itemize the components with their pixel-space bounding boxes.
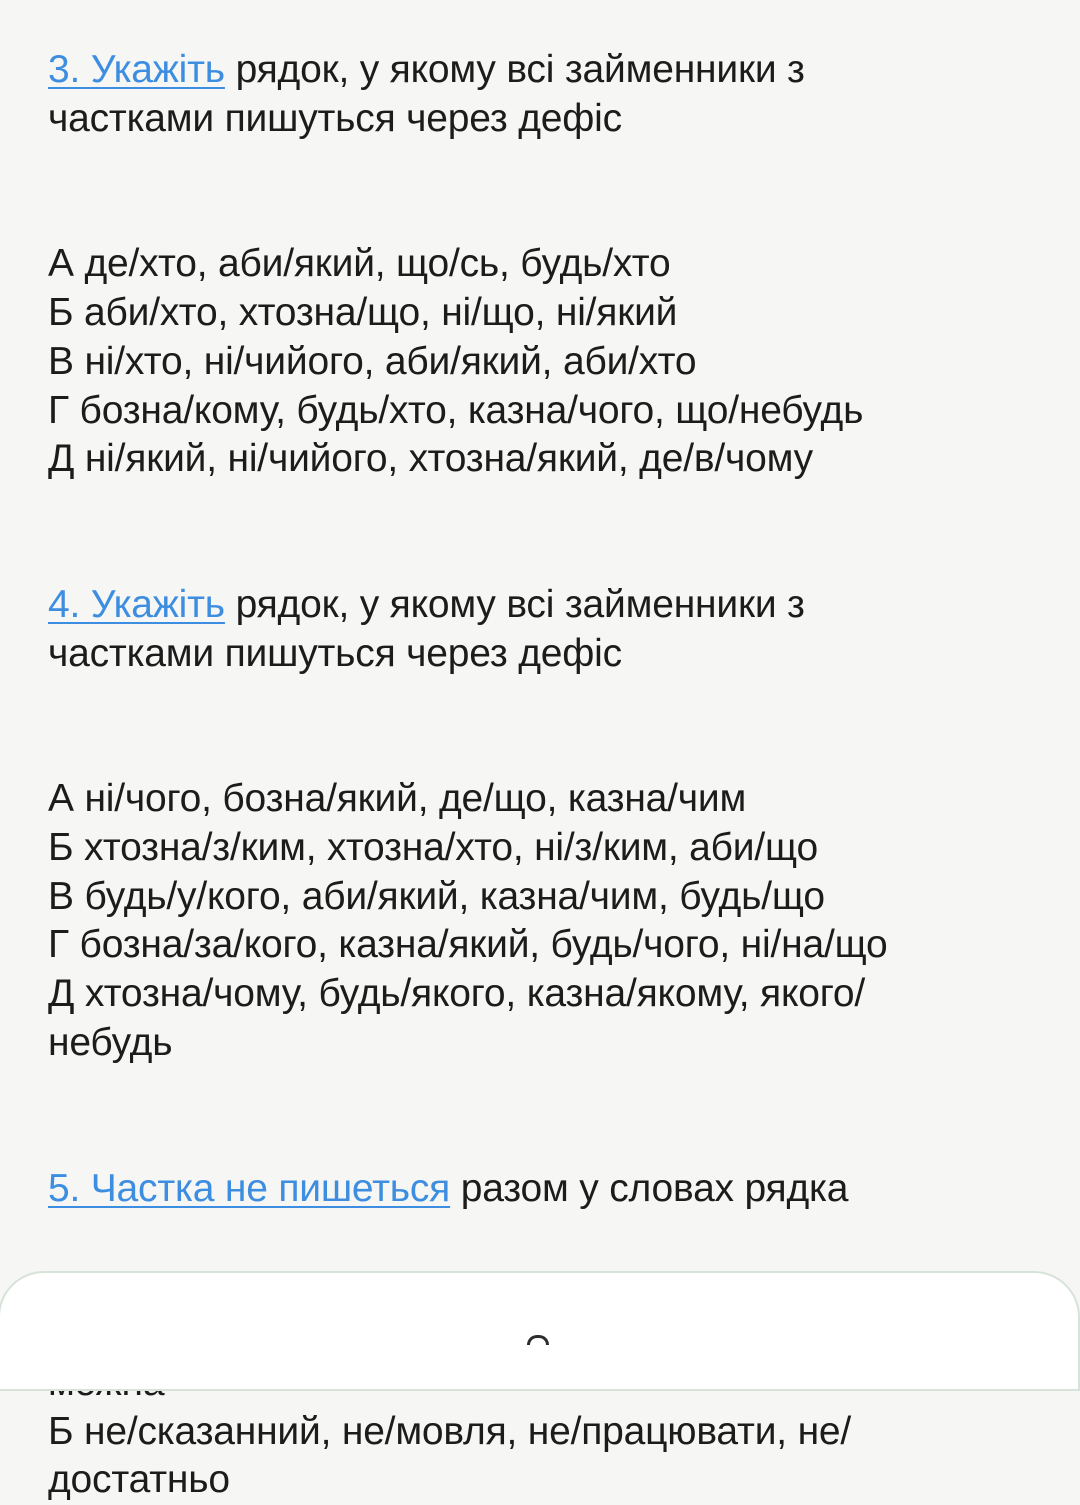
option-line: Д хтозна/чому, будь/якого, казна/якому, якого/ [48,972,866,1016]
question-3-link[interactable]: 3. Укажіть [48,48,225,91]
option-line: достатньо [48,1458,230,1502]
question-3-prompt-line-2: частками пишуться через дефіс [48,96,622,140]
question-4-link[interactable]: 4. Укажіть [48,582,225,626]
question-5 [48,1165,1048,1214]
question-4-prompt-line-2: частками пишуться через дефіс [48,631,622,675]
option-line: Б хтозна/з/ким, хтозна/хто, ні/з/ким, аби/що [48,826,818,870]
option-line: Б аби/хто, хтозна/що, ні/що, ні/який [48,291,678,335]
option-line: Г бозна/за/кого, казна/який, будь/чого, ні/на/що [48,923,888,967]
question-3-options [48,240,1048,484]
question-4-header [48,581,1048,630]
option-line: В ні/хто, ні/чийого, аби/який, аби/хто [48,339,697,383]
spacer [48,678,1048,775]
spacer [48,484,1048,581]
option-line: Г бозна/кому, будь/хто, казна/чого, що/небудь [48,388,864,432]
option-line: Д ні/який, ні/чийого, хтозна/який, де/в/чому [48,437,813,481]
question-3-header [48,46,1048,95]
question-4-options [48,775,1048,1067]
question-5-header [48,1165,1048,1214]
question-3-prompt-line-1: рядок, у якому всі займенники з [224,48,805,91]
option-line: В будь/у/кого, аби/який, казна/чим, будь/що [48,874,825,918]
spacer [48,143,1048,240]
option-line: небудь [48,1020,173,1064]
spacer [48,1068,1048,1165]
option-line: Б не/сказанний, не/мовля, не/працювати, не/ [48,1409,852,1453]
question-5-prompt: разом у словах рядка [450,1166,849,1210]
question-4-prompt-line-1: рядок, у якому всі займенники з [224,582,805,626]
question-5-link[interactable]: 5. Частка не пишеться [48,1166,451,1210]
option-line: А ні/чого, бозна/який, де/що, казна/чим [48,777,747,821]
question-3 [48,46,1048,143]
question-4 [48,581,1048,678]
option-line: А де/хто, аби/який, що/сь, будь/хто [48,242,671,286]
bottom-sheet[interactable] [0,1271,1080,1391]
